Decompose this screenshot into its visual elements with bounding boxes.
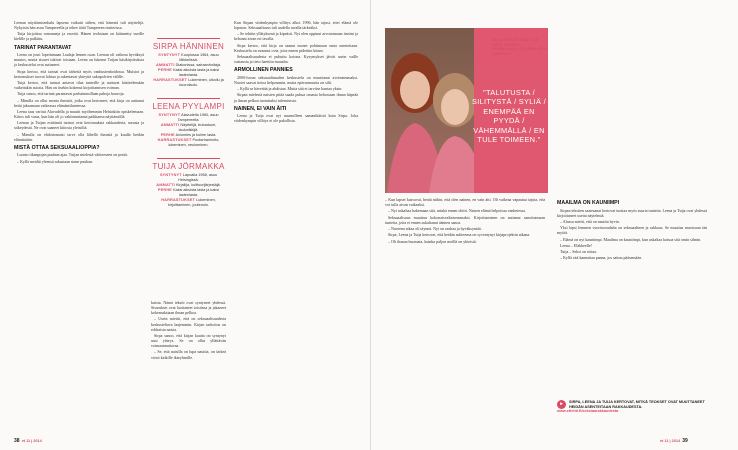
profile-key: SYNTYNYT bbox=[159, 173, 182, 177]
profile-line bbox=[151, 138, 226, 148]
paragraph: – Kun lapset kasvavat, herää niihin, että olen nainen, en vain äiti. Oli vaikeaa vapautua tajuta, että voi tulla aivan vaikeaksi. bbox=[385, 197, 545, 208]
profile-value: Aviomies ja kolme lasta. bbox=[175, 133, 217, 137]
profile-line bbox=[151, 78, 226, 88]
profile-name: TUIJA JÖRMAKKA bbox=[152, 162, 225, 171]
profile-name: LEENA PYYLAMPI bbox=[152, 102, 225, 111]
page-footer-left bbox=[14, 438, 42, 444]
profile-line bbox=[151, 113, 226, 123]
section-heading: ARMOLLINEN PANNIES bbox=[234, 67, 293, 74]
profile-line bbox=[151, 198, 226, 208]
profile-key: HARRASTUKSET bbox=[153, 78, 188, 82]
article-column-4 bbox=[385, 197, 545, 245]
profile-tuija bbox=[151, 158, 226, 208]
profile-value: Lukeminen, kirjoittaminen, joutenolo. bbox=[168, 198, 216, 207]
paragraph: – Kyllä se hävettää ja ahdistaa. Mutta sitä ei tarvitse kantaa yksin. bbox=[237, 86, 343, 92]
profile-line bbox=[151, 53, 226, 63]
section-heading: TARINAT PARANTAVAT bbox=[14, 44, 72, 51]
profile-value: Diakonissa, sairaanhoitaja. bbox=[175, 63, 222, 67]
profiles-sidebar bbox=[151, 38, 226, 218]
profile-key: PERHE bbox=[157, 68, 172, 72]
profile-divider bbox=[157, 158, 220, 159]
profile-divider bbox=[157, 38, 220, 39]
paragraph: Seksuaalisuudesta ei puhuttu kotona. Kysymykset jäivät usein vaille vastausta ja tieto haettiin muualta. bbox=[234, 54, 358, 65]
section-heading: NAINEN, EI VAIN ÄITI bbox=[234, 105, 287, 112]
profile-value: Kaksi aikuista lasta ja kaksi lastenlasta. bbox=[173, 68, 220, 77]
paragraph: Luonto tikanpojan puuhun ajaa. Tuijan mielestä väitteeseen on perää. bbox=[17, 152, 128, 158]
profile-leena bbox=[151, 98, 226, 148]
paragraph: Tuija kirjoittaa romaaneja ja esseitä. Hänen teoksiaan on käännetty useille kielille ja palkittu. bbox=[14, 31, 144, 42]
profile-divider bbox=[157, 98, 220, 99]
profile-value: Kuopiossa 1964, asuu Mikkelissä. bbox=[179, 53, 219, 62]
paragraph: Leenan näyttämisenhalu lapsena vaikutti siihen, että hänestä tuli näyttelijä. Nykyisin hän asuu Tampereella ja tekee töitä Tampereen teatterissa. bbox=[14, 20, 144, 31]
profile-value: Lukeminen, ulkoilu ja kuorolaulu. bbox=[179, 78, 224, 87]
page-footer-right bbox=[660, 438, 688, 444]
paragraph: – Minulla on ehdottomasti tarve olla lähellä ihmisiä ja kuulla heidän elämästään. bbox=[14, 131, 144, 142]
paragraph: Kun Sirpan viidenkympin villitys alkoi 1996, hän tajusi, ettei elämä ole loputon. Seksuaalisuus tuli uudella tavalla tärkeäksi. bbox=[234, 20, 358, 31]
paragraph: Sirpan mielestä naisten pitää saada puhua omasta kehostaan ilman häpeää ja ilman pelkoa tuomituksi tulemisesta. bbox=[234, 92, 358, 103]
paragraph: – Se, että naisilla on lupa nauttia, on tärkeä viesti kaikille ikäryhmille. bbox=[151, 349, 226, 360]
profile-line bbox=[151, 68, 226, 78]
play-icon: ▸ bbox=[557, 400, 566, 409]
paragraph: 2000-luvun seksuaalisuuden keskustelu on muuttunut avoimemmaksi. Nuoret saavat tietoa helpommin, mutta epävarmuutta on silti. bbox=[234, 74, 358, 85]
web-promo bbox=[557, 400, 707, 414]
paragraph: Sirpa kertoo, että tarinat ovat tärkeitä myös vanhustenhoidossa. Muistot ja kertomukset tuovat lohtua ja rakentavat yhteyttä sukupolvien välille. bbox=[14, 68, 144, 79]
profile-key: AMMATTI bbox=[160, 123, 180, 127]
promo-link[interactable]: www.etlehti.fi/seksiaarakkaudesta bbox=[557, 409, 619, 414]
profile-key: HARRASTUKSET bbox=[161, 198, 196, 202]
photo-caption: SYLIN TEKIJÄT EIVÄT OLE VIELÄ VALMIITA, HEINÄKUUSSA JÄLLEEN KIRJA ILMESTYY. bbox=[492, 38, 548, 56]
paragraph: Seksuaalisuus muuttuu kokonaisvaltaisemmaksi. Kirjoittaminen on auttanut sanoittamaan tunteita, joita ei ennen uskaltanut ääneen sanoa. bbox=[385, 214, 545, 225]
profile-sirpa bbox=[151, 38, 226, 88]
profile-key: SYNTYNYT bbox=[158, 113, 181, 117]
paragraph: Tuija sanoo, että tarinat parantavat parhaimmillaan pahoja haavoja. bbox=[17, 91, 125, 97]
paragraph: – Usein miettii, että on seksuaalisuudesta keskusteltava laajemmin. Kirjan tarkoitus on rohkaista naisia. bbox=[151, 316, 226, 332]
profile-value: Kirjailija, kulttuurijärjestäjä. bbox=[175, 183, 221, 187]
paragraph: Sirpa sanoo, että kirjan kautta on syntynyt uusi yhteys. Se on ollut yllättävän voimaannuttavaa. bbox=[151, 332, 226, 349]
paragraph: – Nyt uskaltaa hakemaan sitä, minkä ennen ohitti. Naisen elämä helpottuu vanhetessa. bbox=[388, 208, 526, 214]
profile-line bbox=[151, 123, 226, 133]
profile-key: PERHE bbox=[160, 133, 175, 137]
paragraph: Leena on jouti lopettamaan Laulaja lennen osan. Leenan oli vaikeaa hyväksyä muutos, mutta sisaret tukivat toisiaan. Leena on lukenut Tuijan käsikirjoituksia ja keskustelut ovat auttaneet. bbox=[14, 52, 144, 68]
profile-name: SIRPA HÄNNINEN bbox=[152, 42, 225, 51]
page-number: 39 bbox=[682, 438, 688, 444]
profile-line bbox=[151, 173, 226, 183]
article-column-3 bbox=[234, 20, 358, 125]
paragraph: Tuija kertoo, että tarinat antavat tilaa tunteille ja auttavat käsittelemään vaikeitakin asioita. Hän on itsekin kokenut kirjoittamisen voiman. bbox=[14, 79, 144, 90]
section-heading: MISTÄ OTTAA SEKSUAALIOPPIA? bbox=[14, 144, 100, 151]
paragraph: – Alussa mietti, että on nauttia hyvin. bbox=[560, 218, 620, 224]
profile-key: AMMATTI bbox=[156, 183, 175, 187]
paragraph: Leenan ja Tuijan esittämät tarinat ovat kertomuksia rakkaudesta, surusta ja sitkeydestä. Ne ovat saaneet kiitosta yleisöltä. bbox=[14, 120, 144, 131]
article-column-1 bbox=[14, 20, 144, 165]
paragraph: Tuija – Seksi on tottaa. bbox=[560, 249, 597, 255]
profile-key: HARRASTUKSET bbox=[157, 138, 192, 142]
profile-value: Kaksi aikuista lasta ja kaksi lastenlasta. bbox=[173, 188, 220, 197]
paragraph: – Minulla on ollut monta ihmistä, jotka ovat kertoneet, että kirja on auttanut heitä jaksamaan vaikeassa elämäntilanteessa. bbox=[14, 97, 144, 108]
paragraph: Sirpan tekstien saatesanat kertovat tuottaa myös suuria tunteita. Leena ja Tuija ovat yhdessä kirjoittaneet useita näytelmiä. bbox=[557, 207, 707, 218]
paragraph: – Kyllä meidät yleensä rakastaan sinne puuhun. bbox=[17, 158, 94, 164]
paragraph: – Elämä on nyt kauniimpi. Maailma on kauniimpi, kun uskaltaa katsoa sitä omin silmin. bbox=[560, 236, 702, 242]
profile-value: Näyttelijä, trubaduuri, laulunikkijä. bbox=[178, 123, 217, 132]
article-column-2-lower bbox=[151, 300, 226, 361]
pull-quote: "TALUTUSTA / SILITYSTÄ / SYLIÄ / ENEMPÄÄ EN PYYDÄ / VÄHEMMÄLLÄ / EN TULE TOIMEEN." bbox=[472, 88, 546, 145]
profile-key: AMMATTI bbox=[155, 63, 175, 67]
profile-value: Puutarhanhoito, lukeminen, neulominen. bbox=[168, 138, 220, 147]
paragraph: Sirpa kertoo, että kirja on saanut monet pohtimaan omia asenteitaan. Keskustelu on avannut ovia, joita ennen pidettiin kiinni. bbox=[234, 42, 358, 53]
paragraph: kuisia. Nämä tekstit ovat syntyneet yhdessä. Sisarukset ovat luottaneet toisiinsa ja jakaneet kokemuksiaan ilman pelkoa. bbox=[151, 300, 226, 316]
paragraph: – Se tehtiin yllätyksenä ja kipeästi. Nyt olen oppinut arvostamaan itseäni ja kehoani aivan eri tavalla. bbox=[234, 31, 358, 42]
article-column-5 bbox=[557, 197, 707, 262]
profile-key: PERHE bbox=[157, 188, 172, 192]
paragraph: Sirpa, Leena ja Tuija kertovat, että heidän suhteensa on syventynyt kirjaprojektin aikana. bbox=[388, 232, 531, 238]
paragraph: – Oli ihanaa huomata, kuinka paljon meillä on yhteistä. bbox=[388, 238, 477, 244]
profile-value: Lapualla 1958, asuu Helsingissä. bbox=[178, 173, 218, 182]
paragraph: Yksi lapsi lemmen vuoristoradalta on seksuaalinen ja rakkaus. Se muuttaa muotoaan iän myötä. bbox=[557, 225, 707, 236]
issue-label: et 11 | 2014 bbox=[660, 439, 681, 443]
page-number: 38 bbox=[14, 438, 20, 444]
profile-key: SYNTYNYT bbox=[158, 53, 181, 57]
paragraph: Leena ja Tuija ovat nyt suunnilleen samanikäisiä kuin Sirpa. Joka viidenkympin villitys ei ole pakollista. bbox=[234, 113, 358, 124]
issue-label: et 11 | 2014 bbox=[21, 439, 42, 443]
paragraph: Leena taas varttui Alavudella ja muutti myöhemmin Helsinkiin opiskelemaan. Kiitos tuli vasta, kun hän oli jo vakiinnuttanut paikkansa näyttämöllä. bbox=[14, 108, 144, 120]
paragraph: Leena – Eläkkeelle! bbox=[560, 242, 592, 248]
profile-value: Alavudella 1960, asuu Tampereella. bbox=[177, 113, 219, 122]
profile-line bbox=[151, 188, 226, 198]
promo-text: SIRPA, LEENA JA TUIJA KERTOVAT, MITKÄ TEOKSET OVAT MUUTTANEET HEIDÄN ASENTEITAAN RAKKAUDESTA. bbox=[569, 400, 705, 409]
paragraph: – Kyllä sitä kannattaa panna, jos sattuu pääsemään. bbox=[560, 255, 643, 261]
section-heading: MAAILMA ON KAUNIIMPI bbox=[557, 200, 620, 206]
paragraph: – Nuorena aikaa oli täynnä. Nyt on rauhaa ja hyväksyntää. bbox=[388, 226, 482, 232]
